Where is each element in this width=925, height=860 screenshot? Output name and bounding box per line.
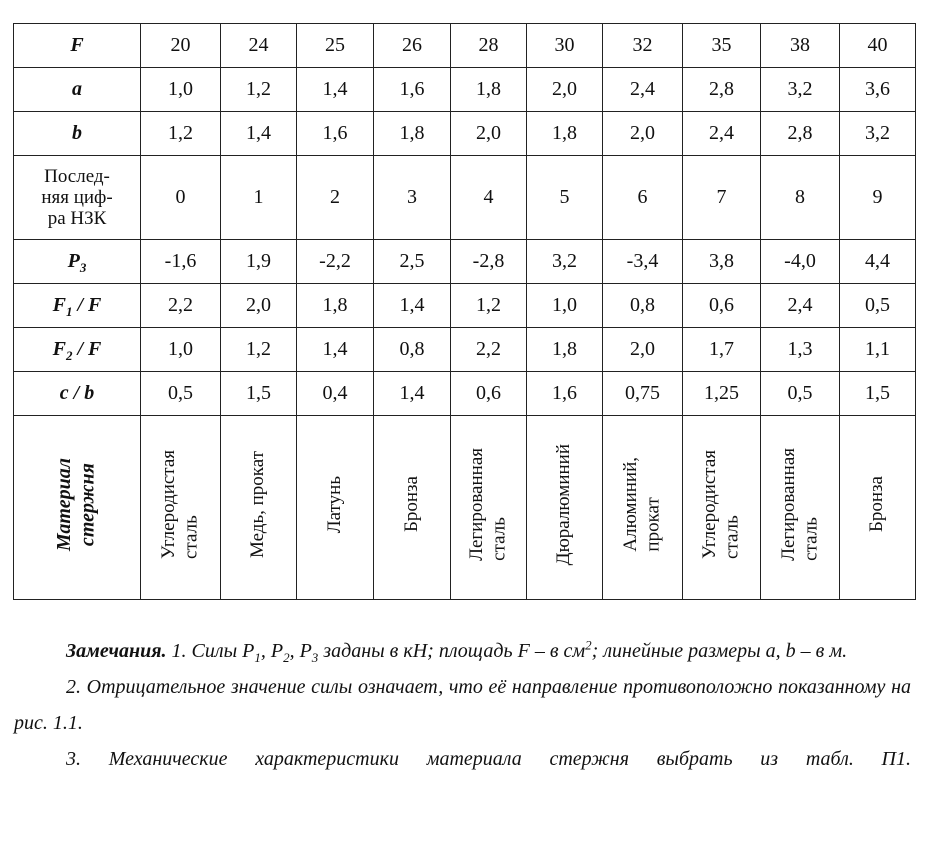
table-cell: 1,9: [221, 240, 297, 284]
note-2: 2. Отрицательное значение силы означает, что её направление противоположно показанному на рис. 1.1.: [14, 676, 911, 734]
material-name: Алюминий, прокат: [620, 457, 664, 552]
table-cell: 2,4: [761, 284, 840, 328]
table-row: [14, 328, 916, 372]
variants-table: [13, 23, 916, 600]
table-cell-material: [297, 416, 374, 600]
table-cell: 3,6: [840, 68, 916, 112]
note-1-text: ; линейные размеры a, b – в м.: [591, 640, 848, 662]
table-cell: 1,2: [221, 68, 297, 112]
table-cell: 1,8: [527, 112, 603, 156]
note-1-sub: 2: [283, 650, 290, 665]
table-row: [14, 284, 916, 328]
table-cell-material: [761, 416, 840, 600]
table-cell: 1,4: [297, 328, 374, 372]
note-1-sub: 1: [254, 650, 261, 665]
table-cell: 2,0: [603, 328, 683, 372]
table-cell: 1,2: [221, 328, 297, 372]
table-cell: 2,4: [683, 112, 761, 156]
material-name: Медь, прокат: [247, 450, 269, 558]
table-cell: 1,1: [840, 328, 916, 372]
row-header: [14, 24, 141, 68]
note-1-text: , P: [260, 640, 284, 662]
table-cell: 25: [297, 24, 374, 68]
table-cell: 1,0: [141, 68, 221, 112]
table-cell-material: [840, 416, 916, 600]
table-cell: 35: [683, 24, 761, 68]
table-cell: 2,0: [221, 284, 297, 328]
table-row: [14, 112, 916, 156]
row-header-label: a: [72, 78, 82, 100]
row-header: [14, 156, 141, 240]
note-1-text: 1. Силы P: [166, 640, 255, 662]
material-name: Легированная сталь: [777, 448, 821, 561]
table-cell: 3,2: [840, 112, 916, 156]
note-1-text: , P: [289, 640, 312, 662]
table-cell: 2,2: [141, 284, 221, 328]
row-header-label: c / b: [59, 382, 95, 404]
table-cell: 28: [451, 24, 527, 68]
table-cell: 1,2: [451, 284, 527, 328]
table-cell-material: [683, 416, 761, 600]
table-cell: 9: [840, 156, 916, 240]
notes-heading: Замечания.: [66, 640, 167, 662]
row-header-label: F: [52, 338, 66, 360]
note-1-text: заданы в кН; площадь F – в см: [318, 640, 586, 662]
material-name: Дюралюминий: [553, 443, 575, 566]
table-cell: 24: [221, 24, 297, 68]
table-cell: 1,4: [221, 112, 297, 156]
table-cell: 1,0: [141, 328, 221, 372]
material-name: Латунь: [323, 475, 345, 534]
row-header: [14, 112, 141, 156]
table-cell: 2,0: [603, 112, 683, 156]
table-cell: 1,6: [374, 68, 451, 112]
row-header-label: / F: [72, 294, 102, 316]
table-cell: 5: [527, 156, 603, 240]
row-header: [14, 68, 141, 112]
table-cell: 1,8: [527, 328, 603, 372]
table-cell: 1,2: [141, 112, 221, 156]
material-header-label: Материал стержня: [53, 457, 99, 552]
table-cell: 0,5: [761, 372, 840, 416]
table-row: [14, 68, 916, 112]
note-1-sub: 3: [311, 650, 319, 665]
table-cell: 8: [761, 156, 840, 240]
table-cell: 2,2: [451, 328, 527, 372]
table-cell: 0,6: [683, 284, 761, 328]
row-header-subscript: 1: [65, 304, 73, 319]
table-row: [14, 156, 916, 240]
table-cell: 1,6: [297, 112, 374, 156]
table-cell: 0,75: [603, 372, 683, 416]
material-name: Углеродистая сталь: [699, 450, 743, 559]
table-cell: 2,5: [374, 240, 451, 284]
row-header-subscript: 3: [79, 260, 87, 275]
table-cell-material: [221, 416, 297, 600]
table-cell: 1,8: [374, 112, 451, 156]
row-header-label: Послед- няя циф- ра НЗК: [41, 165, 113, 230]
material-name: Легированная сталь: [466, 448, 510, 561]
row-header-label: F: [52, 294, 66, 316]
table-cell: 1: [221, 156, 297, 240]
row-header: [14, 284, 141, 328]
table-cell: -2,8: [451, 240, 527, 284]
table-cell-material: [527, 416, 603, 600]
table-cell: 3,2: [761, 68, 840, 112]
row-header-label: / F: [72, 338, 102, 360]
table-cell: 1,4: [374, 284, 451, 328]
table-row: [14, 372, 916, 416]
material-name: Углеродистая сталь: [158, 450, 202, 559]
table-cell: 1,25: [683, 372, 761, 416]
table-cell: 0,4: [297, 372, 374, 416]
material-name: Бронза: [400, 476, 422, 533]
table-cell: 0,5: [141, 372, 221, 416]
row-header-label: b: [72, 122, 82, 144]
row-header: [14, 416, 141, 600]
table-cell: 1,8: [297, 284, 374, 328]
note-3: 3. Механические характеристики материала стержня выбрать из табл. П1.: [66, 748, 911, 770]
table-cell-material: [374, 416, 451, 600]
table-cell: 40: [840, 24, 916, 68]
note-1-sup: 2: [585, 637, 592, 653]
row-header: [14, 328, 141, 372]
table-cell: 1,4: [374, 372, 451, 416]
row-header: [14, 240, 141, 284]
table-cell-material: [603, 416, 683, 600]
row-header: [14, 372, 141, 416]
table-cell: 1,3: [761, 328, 840, 372]
table-cell: 2,8: [761, 112, 840, 156]
table-cell: -1,6: [141, 240, 221, 284]
table-cell-material: [451, 416, 527, 600]
table-cell: 0,6: [451, 372, 527, 416]
table-cell: -3,4: [603, 240, 683, 284]
table-cell: -2,2: [297, 240, 374, 284]
row-header-label: F: [70, 34, 84, 56]
table-cell: 32: [603, 24, 683, 68]
row-header-label: P: [67, 250, 80, 272]
note-1: [14, 633, 911, 669]
table-cell: 1,6: [527, 372, 603, 416]
table-cell: 2: [297, 156, 374, 240]
table-cell: 1,5: [840, 372, 916, 416]
table-cell: 3: [374, 156, 451, 240]
table-row-material: [14, 416, 916, 600]
table-cell: 0,8: [603, 284, 683, 328]
table-cell: 1,7: [683, 328, 761, 372]
table-cell: 2,8: [683, 68, 761, 112]
table-cell: 2,0: [527, 68, 603, 112]
notes: [14, 633, 911, 777]
table-cell: 1,8: [451, 68, 527, 112]
table-cell: 4: [451, 156, 527, 240]
table-cell-material: [141, 416, 221, 600]
table-cell: 6: [603, 156, 683, 240]
table-row: [14, 24, 916, 68]
table-cell: 38: [761, 24, 840, 68]
table-cell: 4,4: [840, 240, 916, 284]
table-cell: 1,4: [297, 68, 374, 112]
table-cell: 26: [374, 24, 451, 68]
row-header-subscript: 2: [65, 348, 73, 363]
material-name: Бронза: [866, 476, 888, 533]
table-cell: 0: [141, 156, 221, 240]
table-row: [14, 240, 916, 284]
table-cell: 0,8: [374, 328, 451, 372]
table-cell: 2,4: [603, 68, 683, 112]
table-cell: 1,0: [527, 284, 603, 328]
table-cell: 7: [683, 156, 761, 240]
table-cell: 3,2: [527, 240, 603, 284]
table-cell: 1,5: [221, 372, 297, 416]
table-cell: 0,5: [840, 284, 916, 328]
table-cell: -4,0: [761, 240, 840, 284]
table-cell: 3,8: [683, 240, 761, 284]
table-cell: 20: [141, 24, 221, 68]
table-cell: 30: [527, 24, 603, 68]
table-cell: 2,0: [451, 112, 527, 156]
